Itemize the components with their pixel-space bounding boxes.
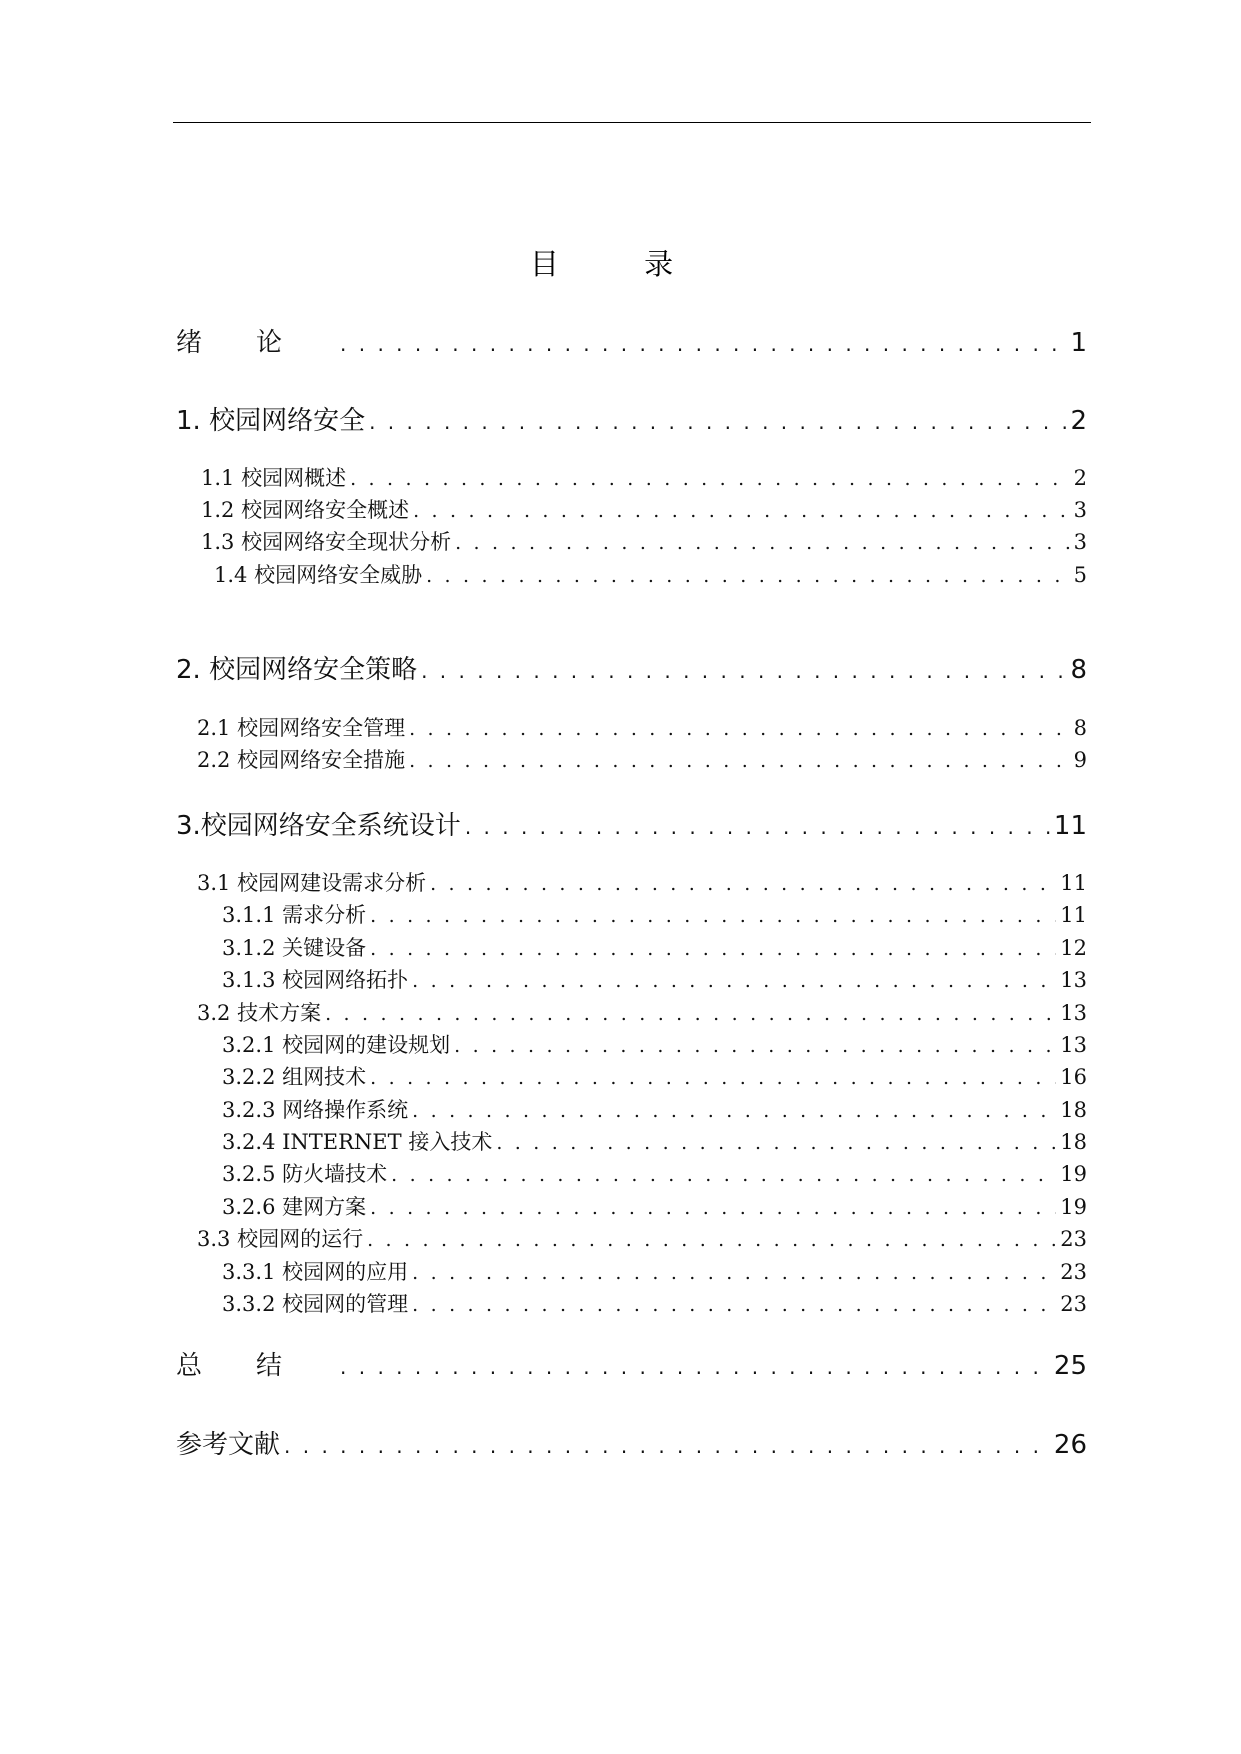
toc-entry-label: 1.2 校园网络安全概述 bbox=[201, 498, 410, 522]
dot-leader bbox=[409, 718, 1070, 740]
toc-entry-page: 23 bbox=[1060, 1292, 1087, 1316]
toc-entry-page: 23 bbox=[1060, 1227, 1087, 1251]
toc-entry-label: 3.3 校园网的运行 bbox=[197, 1227, 364, 1251]
toc-entry-3-2-5[interactable] bbox=[222, 1158, 1087, 1188]
dot-leader bbox=[421, 659, 1066, 683]
dot-leader bbox=[455, 532, 1070, 554]
toc-entry-2-2[interactable] bbox=[197, 744, 1087, 774]
toc-entry-label: 3.1.1 需求分析 bbox=[222, 903, 367, 927]
toc-entry-page: 13 bbox=[1060, 1033, 1087, 1057]
toc-entry-ch1[interactable] bbox=[176, 400, 1087, 436]
toc-entry-3-3-2[interactable] bbox=[222, 1288, 1087, 1318]
toc-entry-page: 8 bbox=[1073, 716, 1087, 740]
dot-leader bbox=[340, 332, 1066, 356]
toc-entry-page: 18 bbox=[1060, 1130, 1087, 1154]
toc-entry-page: 5 bbox=[1073, 563, 1087, 587]
dot-leader bbox=[412, 1262, 1056, 1284]
dot-leader bbox=[413, 500, 1070, 522]
dot-leader bbox=[454, 1035, 1056, 1057]
toc-entry-label: 3.2.3 网络操作系统 bbox=[222, 1098, 409, 1122]
toc-entry-3-2[interactable] bbox=[197, 997, 1087, 1027]
toc-entry-page: 11 bbox=[1053, 811, 1087, 841]
toc-entry-1-3[interactable] bbox=[201, 526, 1087, 556]
toc-entry-page: 3 bbox=[1073, 530, 1087, 554]
dot-leader bbox=[340, 1355, 1050, 1379]
toc-entry-label: 3.校园网络安全系统设计 bbox=[176, 811, 461, 841]
toc-entry-page: 2 bbox=[1070, 406, 1087, 436]
dot-leader bbox=[465, 815, 1050, 839]
toc-entry-3-2-2[interactable] bbox=[222, 1061, 1087, 1091]
toc-entry-page: 11 bbox=[1060, 903, 1087, 927]
toc-entry-label: 2.2 校园网络安全措施 bbox=[197, 748, 406, 772]
dot-leader bbox=[426, 565, 1070, 587]
toc-entry-ch3[interactable] bbox=[176, 805, 1087, 841]
toc-entry-3-3[interactable] bbox=[197, 1223, 1087, 1253]
toc-entry-label: 2.1 校园网络安全管理 bbox=[197, 716, 406, 740]
dot-leader bbox=[430, 873, 1056, 895]
dot-leader bbox=[325, 1003, 1056, 1025]
dot-leader bbox=[350, 468, 1070, 490]
toc-entry-page: 11 bbox=[1060, 871, 1087, 895]
toc-entry-intro[interactable] bbox=[176, 322, 1087, 358]
dot-leader bbox=[496, 1132, 1056, 1154]
toc-entry-3-1-2[interactable] bbox=[222, 932, 1087, 962]
toc-entry-2-1[interactable] bbox=[197, 712, 1087, 742]
dot-leader bbox=[412, 970, 1056, 992]
dot-leader bbox=[412, 1100, 1056, 1122]
dot-leader bbox=[370, 1197, 1056, 1219]
toc-entry-summary[interactable] bbox=[176, 1345, 1087, 1381]
toc-entry-1-4[interactable] bbox=[214, 559, 1087, 589]
toc-entry-page: 13 bbox=[1060, 968, 1087, 992]
toc-entry-page: 23 bbox=[1060, 1260, 1087, 1284]
toc-entry-page: 13 bbox=[1060, 1001, 1087, 1025]
toc-entry-page: 3 bbox=[1073, 498, 1087, 522]
toc-entry-3-1-1[interactable] bbox=[222, 899, 1087, 929]
dot-leader bbox=[412, 1294, 1056, 1316]
toc-entry-page: 18 bbox=[1060, 1098, 1087, 1122]
toc-entry-label: 1. 校园网络安全 bbox=[176, 406, 366, 436]
toc-entry-3-2-4[interactable] bbox=[222, 1126, 1087, 1156]
toc-entry-label: 3.2 技术方案 bbox=[197, 1001, 322, 1025]
toc-entry-label: 3.1.2 关键设备 bbox=[222, 936, 367, 960]
toc-entry-label: 参考文献 bbox=[176, 1430, 281, 1460]
toc-entry-label: 绪论 bbox=[176, 328, 337, 358]
toc-entry-label: 3.1 校园网建设需求分析 bbox=[197, 871, 427, 895]
toc-entry-page: 9 bbox=[1073, 748, 1087, 772]
toc-entry-label: 3.3.2 校园网的管理 bbox=[222, 1292, 409, 1316]
toc-entry-label: 1.4 校园网络安全威胁 bbox=[214, 563, 423, 587]
toc-entry-label: 2. 校园网络安全策略 bbox=[176, 655, 418, 685]
toc-entry-page: 26 bbox=[1053, 1430, 1087, 1460]
dot-leader bbox=[367, 1229, 1056, 1251]
dot-leader bbox=[370, 1067, 1056, 1089]
toc-entry-3-2-1[interactable] bbox=[222, 1029, 1087, 1059]
toc-entry-3-1-3[interactable] bbox=[222, 964, 1087, 994]
toc-entry-label: 3.2.4 INTERNET 接入技术 bbox=[222, 1130, 493, 1154]
toc-entry-label: 3.1.3 校园网络拓扑 bbox=[222, 968, 409, 992]
toc-entry-label: 3.2.5 防火墙技术 bbox=[222, 1162, 388, 1186]
toc-entry-page: 25 bbox=[1053, 1351, 1087, 1381]
page-title: 目 录 bbox=[529, 247, 712, 281]
toc-entry-page: 16 bbox=[1060, 1065, 1087, 1089]
toc-entry-page: 12 bbox=[1060, 936, 1087, 960]
toc-entry-3-3-1[interactable] bbox=[222, 1256, 1087, 1286]
toc-entry-label: 3.2.2 组网技术 bbox=[222, 1065, 367, 1089]
toc-entry-label: 1.1 校园网概述 bbox=[201, 466, 347, 490]
toc-entry-label: 总结 bbox=[176, 1351, 337, 1381]
toc-entry-page: 8 bbox=[1070, 655, 1087, 685]
toc-entry-page: 2 bbox=[1073, 466, 1087, 490]
toc-entry-page: 1 bbox=[1070, 328, 1087, 358]
toc-entry-references[interactable] bbox=[176, 1424, 1087, 1460]
dot-leader bbox=[409, 750, 1070, 772]
toc-entry-3-2-6[interactable] bbox=[222, 1191, 1087, 1221]
toc-entry-1-2[interactable] bbox=[201, 494, 1087, 524]
dot-leader bbox=[370, 938, 1056, 960]
toc-entry-3-2-3[interactable] bbox=[222, 1094, 1087, 1124]
toc-entry-label: 3.2.6 建网方案 bbox=[222, 1195, 367, 1219]
toc-entry-3-1[interactable] bbox=[197, 867, 1087, 897]
toc-entry-page: 19 bbox=[1060, 1195, 1087, 1219]
dot-leader bbox=[370, 905, 1056, 927]
toc-entry-label: 1.3 校园网络安全现状分析 bbox=[201, 530, 452, 554]
toc-entry-label: 3.2.1 校园网的建设规划 bbox=[222, 1033, 451, 1057]
toc-entry-page: 19 bbox=[1060, 1162, 1087, 1186]
toc-entry-label: 3.3.1 校园网的应用 bbox=[222, 1260, 409, 1284]
dot-leader bbox=[391, 1164, 1056, 1186]
dot-leader bbox=[369, 410, 1066, 434]
toc-entry-ch2[interactable] bbox=[176, 649, 1087, 685]
dot-leader bbox=[284, 1434, 1050, 1458]
toc-entry-1-1[interactable] bbox=[201, 462, 1087, 492]
